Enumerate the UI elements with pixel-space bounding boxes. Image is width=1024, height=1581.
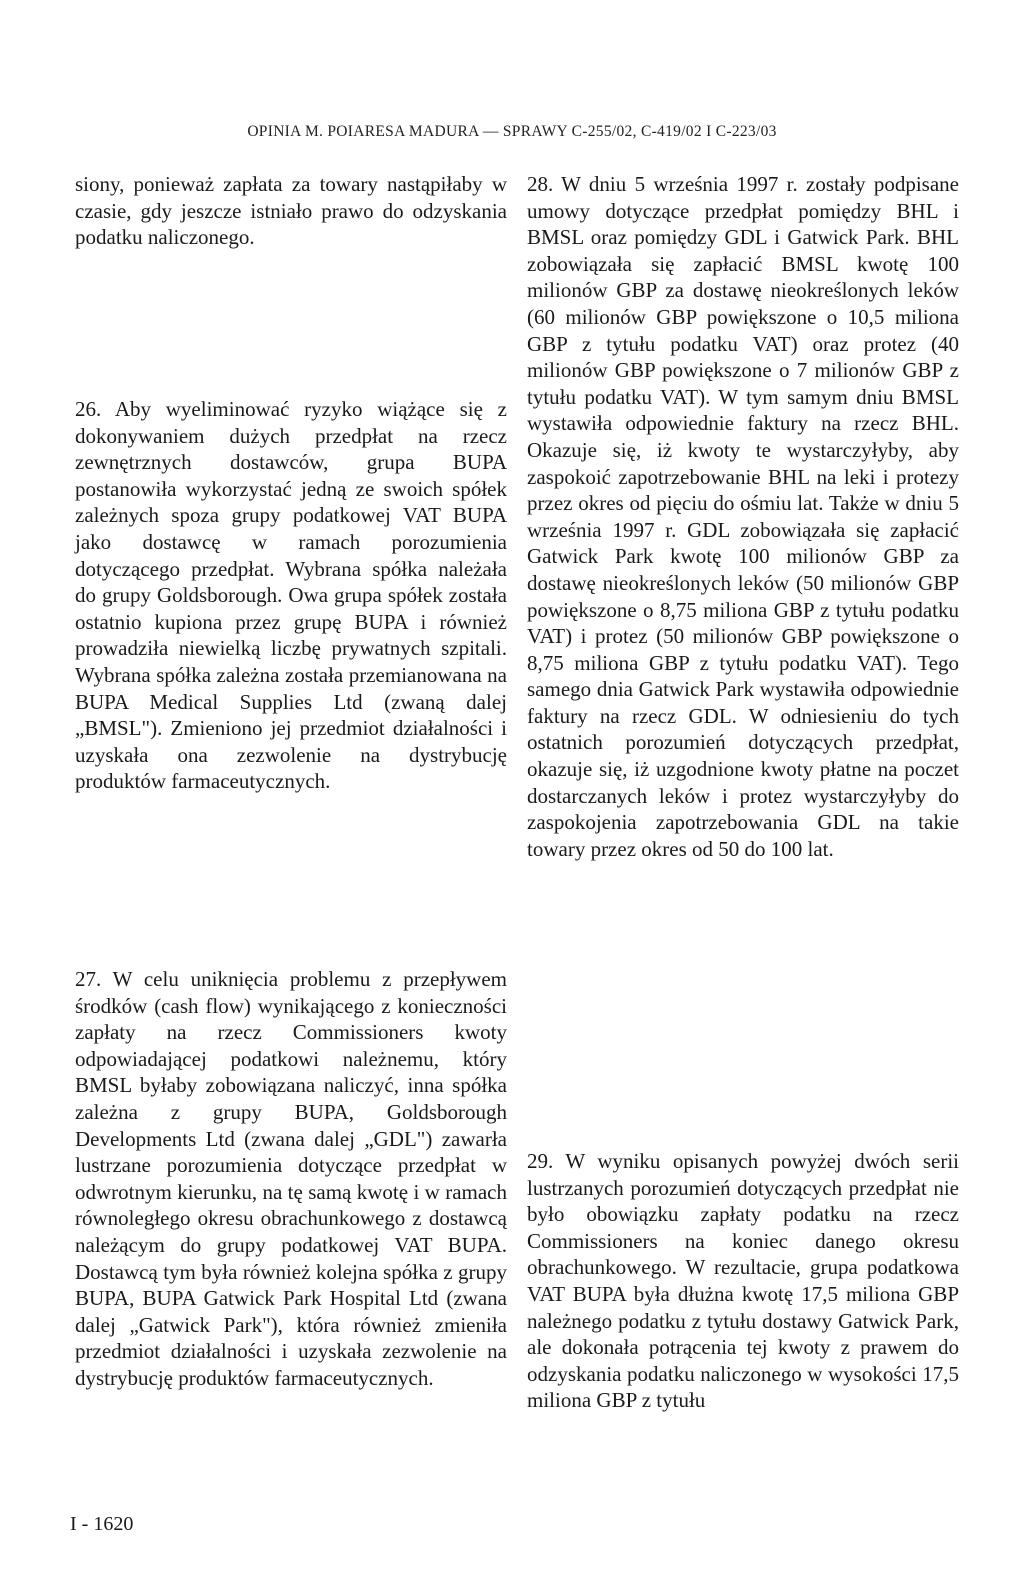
paragraph-25-continuation: siony, ponieważ zapłata za towary nastąpiłaby w czasie, gdy jeszcze istniało prawo do odzyskania podatku naliczonego.	[75, 172, 507, 250]
paragraph-27: 27. W celu uniknięcia problemu z przepływem środków (cash flow) wynikającego z konieczności zapłaty na rzecz Commissioners kwoty odpowiadającej podatkowi należnemu, który BMSL byłaby zobowiązana naliczyć, inna spółka zależna z grupy BUPA, Goldsborough Developments Ltd (zwana dalej „GDL") zawarła lustrzane porozumienia dotyczące przedpłat w odwrotnym kierunku, na tę samą kwotę i w ramach równoległego okresu obrachunkowego z dostawcą należącym do grupy podatkowej VAT BUPA. Dostawcą tym była również kolejna spółka z grupy BUPA, BUPA Gatwick Park Hospital Ltd (zwana dalej „Gatwick Park"), która również zmieniła przedmiot działalności i uzyskała zezwolenie na dystrybucję produktów farmaceutycznych.	[75, 967, 507, 1390]
paragraph-28: 28. W dniu 5 września 1997 r. zostały podpisane umowy dotyczące przedpłat pomiędzy BHL i BMSL oraz pomiędzy GDL i Gatwick Park. BHL zobowiązała się zapłacić BMSL kwotę 100 milionów GBP za dostawę nieokreślonych leków (60 milionów GBP powiększone o 10,5 miliona GBP z tytułu podatku VAT) oraz protez (40 milionów GBP powiększone o 7 milionów GBP z tytułu podatku VAT). W tym samym dniu BMSL wystawiła odpowiednie faktury na rzecz BHL. Okazuje się, iż kwoty te wystarczyłyby, aby zaspokoić zapotrzebowanie BHL na leki i protezy przez okres od pięciu do ośmiu lat. Także w dniu 5 września 1997 r. GDL zobowiązała się zapłacić Gatwick Park kwotę 100 milionów GBP za dostawę nieokreślonych leków (50 milionów GBP powiększone o 8,75 miliona GBP z tytułu podatku VAT) i protez (50 milionów GBP powiększone o 8,75 miliona GBP z tytułu podatku VAT). Tego samego dnia Gatwick Park wystawiła odpowiednie faktury na rzecz GDL. W odniesieniu do tych ostatnich porozumień dotyczących przedpłat, okazuje się, iż uzgodnione kwoty płatne na poczet dostarczanych leków i protez wystarczyłyby do zaspokojenia zapotrzebowania GDL na takie towary przez okres od 50 do 100 lat.	[527, 172, 959, 861]
running-header: OPINIA M. POIARESA MADURA — SPRAWY C-255/02, C-419/02 I C-223/03	[247, 123, 777, 140]
paragraph-26: 26. Aby wyeliminować ryzyko wiążące się z dokonywaniem dużych przedpłat na rzecz zewnętrznych dostawców, grupa BUPA postanowiła wykorzystać jedną ze swoich spółek zależnych spoza grupy podatkowej VAT BUPA jako dostawcę w ramach porozumienia dotyczącego przedpłat. Wybrana spółka należała do grupy Goldsborough. Owa grupa spółek została ostatnio kupiona przez grupę BUPA i również prowadziła niewielką liczbę prywatnych szpitali. Wybrana spółka zależna została przemianowana na BUPA Medical Supplies Ltd (zwaną dalej „BMSL"). Zmieniono jej przedmiot działalności i uzyskała ona zezwolenie na dystrybucję produktów farmaceutycznych.	[75, 397, 507, 794]
page-number: I - 1620	[70, 1513, 134, 1535]
paragraph-29: 29. W wyniku opisanych powyżej dwóch serii lustrzanych porozumień dotyczących przedpłat nie było obowiązku zapłaty podatku na rzecz Commissioners na koniec danego okresu obrachunkowego. W rezultacie, grupa podatkowa VAT BUPA była dłużna kwotę 17,5 miliona GBP należnego podatku z tytułu dostawy Gatwick Park, ale dokonała potrącenia tej kwoty z prawem do odzyskania podatku naliczonego w wysokości 17,5 miliona GBP z tytułu	[527, 1149, 959, 1413]
